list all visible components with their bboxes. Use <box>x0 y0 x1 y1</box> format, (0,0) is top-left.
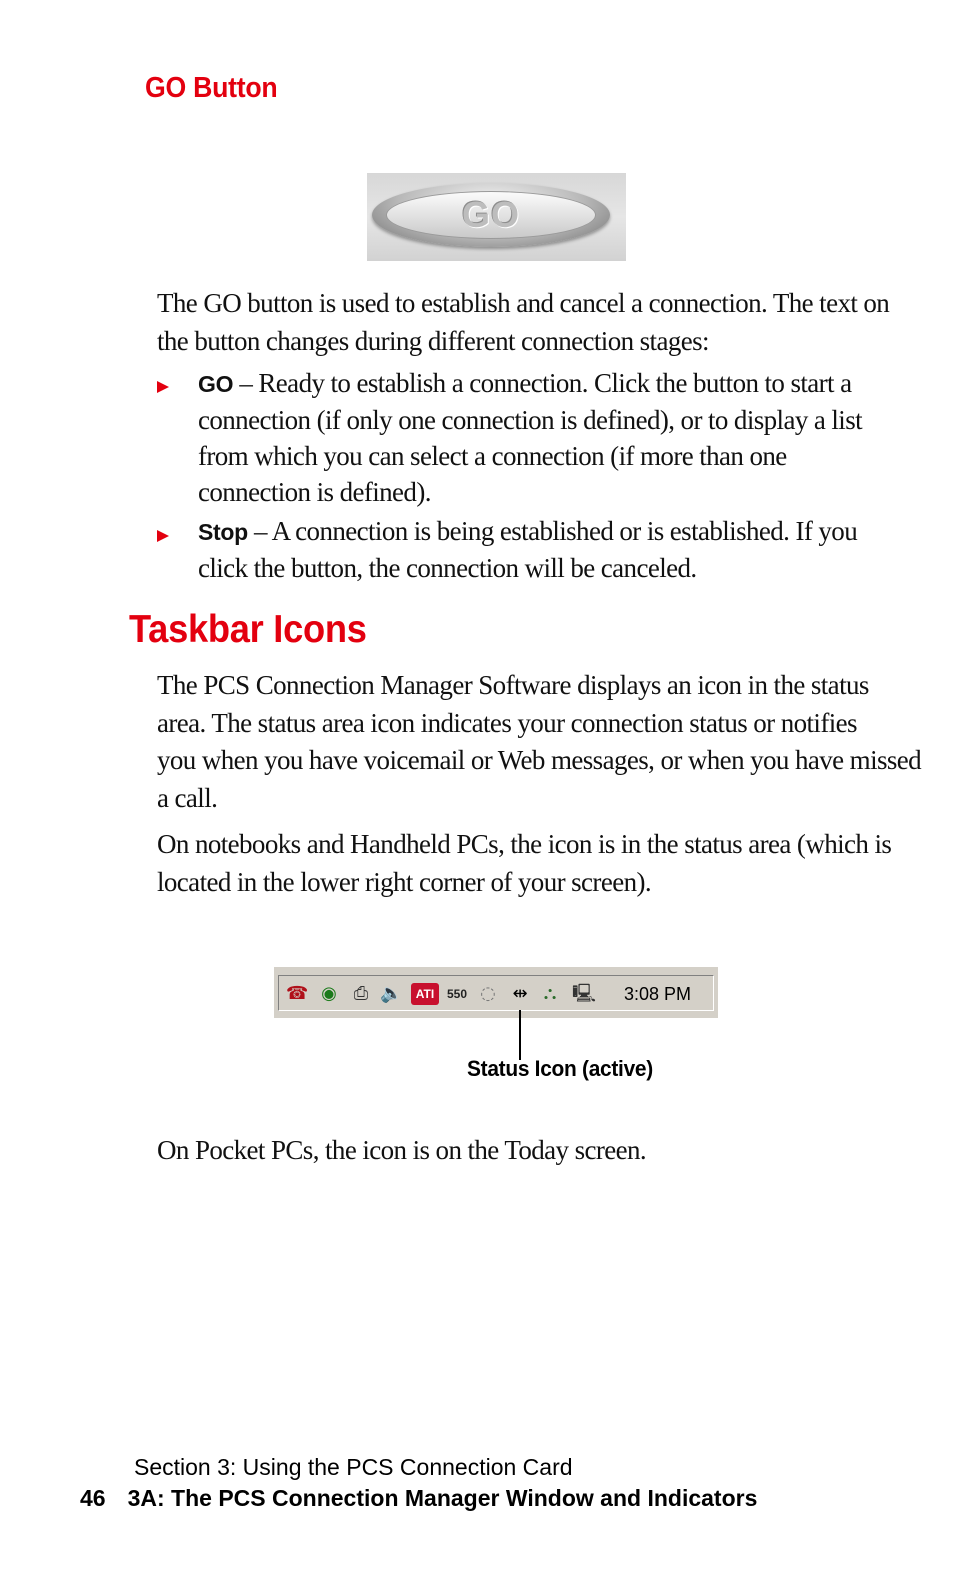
go-button-heading: GO Button <box>145 72 278 104</box>
system-tray-image <box>274 966 718 1018</box>
bullet-go-term: GO <box>198 371 234 397</box>
bullet-go-line-4: connection is defined). <box>198 477 431 507</box>
go-button-ring <box>372 183 610 247</box>
pcs-status-icon: ⇹ <box>512 983 528 1004</box>
taskbar-p1-line-2: area. The status area icon indicates your connection status or notifies <box>157 707 857 738</box>
antenna-icon: 550 <box>446 987 468 1001</box>
callout-pointer-line <box>519 1010 521 1060</box>
go-button-face <box>386 191 596 239</box>
chapter-title: 3A: The PCS Connection Manager Window and Indicators <box>127 1485 758 1511</box>
hardware-icon: ⛬ <box>543 983 557 1004</box>
taskbar-p1-line-1: The PCS Connection Manager Software displays an icon in the status <box>157 670 869 700</box>
go-intro-line-1: The GO button is used to establish and cancel a connection. The text on <box>157 288 890 318</box>
page-number: 46 <box>80 1485 106 1511</box>
taskbar-p2-line-1: On notebooks and Handheld PCs, the icon is in the status area (which is <box>157 829 892 859</box>
bullet-arrow-icon <box>157 530 169 542</box>
taskbar-paragraph-1 <box>157 667 921 817</box>
taskbar-p1-line-3: you when you have voicemail or Web messages, or when you have missed <box>157 745 922 775</box>
bullet-stop-term: Stop <box>198 519 248 545</box>
footer-section-title: Section 3: Using the PCS Connection Card <box>134 1454 573 1480</box>
ati-icon: ATI <box>411 983 439 1005</box>
printer-icon: ⎙ <box>353 983 369 1004</box>
bullet-stop <box>198 513 857 586</box>
taskbar-p1-line-4: a call. <box>157 782 218 813</box>
footer-chapter-line <box>80 1485 757 1512</box>
tray-clock: 3:08 PM <box>624 984 692 1004</box>
bullet-stop-line-1: – A connection is being established or is established. If you <box>247 516 858 546</box>
status-icon-callout: Status Icon (active) <box>467 1056 653 1081</box>
go-intro-line-2: the button changes during different connection stages: <box>157 325 709 356</box>
go-button-label: GO <box>461 194 520 235</box>
clock-circle-icon: ◌ <box>480 983 496 1004</box>
go-button-image <box>367 173 626 261</box>
bullet-go <box>198 365 862 510</box>
bullet-stop-line-2: click the button, the connection will be canceled. <box>198 553 697 583</box>
taskbar-p2-line-2: located in the lower right corner of your screen). <box>157 866 652 897</box>
disc-icon: ◉ <box>321 983 337 1004</box>
go-intro-paragraph <box>157 285 889 360</box>
bullet-go-line-2: connection (if only one connection is defined), or to display a list <box>198 405 863 435</box>
taskbar-paragraph-2 <box>157 826 891 901</box>
bullet-go-line-3: from which you can select a connection (if more than one <box>198 441 787 471</box>
bullet-arrow-icon <box>157 381 169 393</box>
network-icon: ☎ <box>286 983 309 1004</box>
speaker-icon: 🔈 <box>380 983 403 1004</box>
taskbar-icons-heading: Taskbar Icons <box>129 608 367 651</box>
computer-icon: 🖳 <box>572 983 597 1004</box>
pocket-pc-paragraph: On Pocket PCs, the icon is on the Today screen. <box>157 1135 647 1165</box>
bullet-go-line-1: – Ready to establish a connection. Click the button to start a <box>233 368 852 398</box>
